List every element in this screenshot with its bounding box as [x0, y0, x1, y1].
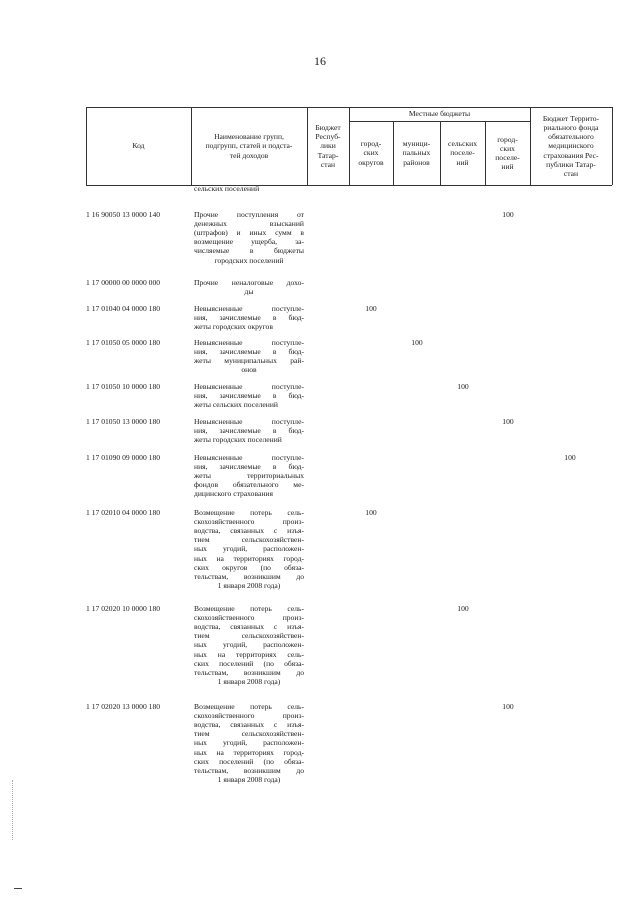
row-name-line: Невыясненные поступле-	[194, 417, 304, 426]
row-name-line: водства, связанных с изъя-	[194, 526, 304, 536]
row-name-line: тием сельскохозяйствен-	[194, 535, 304, 545]
header-urban-settlements-line: ний	[501, 162, 514, 172]
row-name-line: водства, связанных с изъя-	[194, 720, 304, 730]
row-value-urban-settlements: 100	[502, 210, 514, 219]
header-name-line: тей доходов	[229, 150, 269, 160]
header-rural-settlements-line: ний	[456, 157, 469, 167]
row-name-line: Прочие неналоговые дохо-	[194, 278, 304, 287]
row-code: 1 17 02020 10 0000 180	[86, 604, 161, 613]
row-name	[194, 417, 304, 444]
row-code: 1 17 01090 09 0000 180	[86, 453, 161, 462]
row-name-line: Невыясненные поступле-	[194, 382, 304, 391]
binding-margin-mark	[12, 780, 13, 840]
row-name-line: числяемые в бюджеты	[194, 246, 304, 256]
row-name	[194, 338, 304, 374]
row-name-line: ды	[244, 287, 254, 297]
row-value-urban-districts: 100	[365, 304, 377, 313]
header-tfoms-line: риального фонда	[543, 123, 599, 133]
continuation-line: сельских поселений	[194, 184, 260, 193]
row-name	[194, 278, 304, 296]
row-name-line: денежных взысканий	[194, 219, 304, 229]
header-urban-districts-line: ских	[363, 148, 379, 158]
row-name-line: Невыясненные поступле-	[194, 453, 304, 462]
row-name-line: тием сельскохозяйствен-	[194, 631, 304, 641]
row-name-line: тельствам, возникшим до	[194, 765, 304, 775]
row-value-municipal-districts: 100	[411, 338, 423, 347]
row-name-line: Возмещение потерь сель-	[194, 508, 304, 517]
row-name-line: ния, зачисляемые в бюд-	[194, 313, 304, 323]
header-urban-settlements-line: ских	[500, 143, 515, 153]
header-budget-rt-line: Бюджет	[315, 123, 341, 133]
row-name-line: тельствам, возникшим до	[194, 667, 304, 677]
row-name-line: ных на территориях город-	[194, 553, 304, 563]
row-name-line: ных угодий, расположен-	[194, 640, 304, 650]
row-name-line: ских поселений (по обяза-	[194, 756, 304, 766]
header-urban-districts	[349, 121, 393, 185]
row-name-line: тельствам, возникшим до	[194, 571, 304, 581]
row-name-line: городских поселений	[214, 255, 284, 265]
header-budget-rt-line: Респуб-	[315, 132, 341, 142]
header-tfoms-line: Бюджет Террито-	[542, 114, 600, 124]
row-value-urban-districts: 100	[365, 508, 377, 517]
row-value-tfoms: 100	[564, 453, 576, 462]
header-bottom-rule	[86, 185, 612, 186]
header-name-line: Наименование групп,	[214, 132, 284, 142]
row-name-line: онов	[241, 365, 257, 375]
row-name-line: ных угодий, расположен-	[194, 544, 304, 554]
row-name-line: скохозяйственного произ-	[194, 711, 304, 721]
row-name-line: скохозяйственного произ-	[194, 517, 304, 527]
header-name-line: подгрупп, статей и подста-	[205, 141, 293, 151]
row-name-line: жеты сельских поселений	[194, 400, 278, 410]
header-urban-settlements-line: поселе-	[495, 153, 520, 162]
header-budget-rt-line: лики	[320, 141, 336, 151]
header-rural-settlements-line: поселе-	[450, 148, 475, 158]
row-name-line: жеты городских округов	[194, 322, 273, 332]
header-municipal-districts-line: пальных	[402, 148, 431, 158]
row-name-line: Невыясненные поступле-	[194, 304, 304, 313]
row-code: 1 17 02010 04 0000 180	[86, 508, 161, 517]
header-code: Код	[132, 141, 145, 151]
row-name	[194, 304, 304, 331]
row-name	[194, 702, 304, 784]
header-local-budgets: Местные бюджеты	[408, 109, 471, 119]
scan-dash-mark	[14, 888, 22, 889]
row-code: 1 17 01040 04 0000 180	[86, 304, 161, 313]
row-name-line: фондов обязательного ме-	[194, 480, 304, 490]
row-name-line: ния, зачисляемые в бюд-	[194, 347, 304, 357]
row-name-line: ных на территориях сель-	[194, 649, 304, 659]
header-municipal-districts-line: муници-	[402, 139, 431, 149]
row-name-line: скохозяйственного произ-	[194, 613, 304, 623]
row-name-line: жеты территориальных	[194, 471, 304, 481]
row-name-line: ных угодий, расположен-	[194, 738, 304, 748]
row-code: 1 16 90050 13 0000 140	[86, 210, 161, 219]
row-name	[194, 604, 304, 686]
header-name	[191, 107, 307, 185]
row-name-line: жеты муниципальных рай-	[194, 356, 304, 366]
row-code: 1 17 01050 13 0000 180	[86, 417, 161, 426]
header-urban-settlements	[485, 121, 530, 185]
header-tfoms-line: медицинского	[548, 141, 594, 151]
header-tfoms-line: публики Татар-	[546, 159, 596, 169]
header-urban-districts-line: город-	[360, 139, 382, 149]
row-name-line: дицинского страхования	[194, 489, 273, 499]
header-budget-rt-line: Татар-	[317, 150, 339, 160]
header-tfoms-line: стан	[563, 168, 579, 178]
header-urban-districts-line: округов	[358, 157, 384, 167]
row-value-rural-settlements: 100	[457, 604, 469, 613]
row-name-line: ных на территориях город-	[194, 747, 304, 757]
header-tfoms	[530, 107, 612, 185]
row-name-line: 1 января 2008 года)	[217, 676, 281, 686]
page-number: 16	[314, 54, 326, 68]
row-name-line: жеты городских поселений	[194, 435, 282, 445]
header-right-border	[612, 107, 613, 185]
row-value-rural-settlements: 100	[457, 382, 469, 391]
row-name-line: 1 января 2008 года)	[217, 774, 281, 784]
continuation-text	[194, 184, 304, 193]
header-municipal-districts-line: районов	[403, 157, 430, 167]
header-tfoms-line: страхования Рес-	[543, 150, 599, 160]
header-tfoms-line: обязательного	[548, 132, 594, 142]
row-name	[194, 210, 304, 265]
header-municipal-districts	[393, 121, 440, 185]
row-code: 1 17 02020 13 0000 180	[86, 702, 161, 711]
row-name-line: тием сельскохозяйствен-	[194, 729, 304, 739]
header-urban-settlements-line: город-	[497, 134, 518, 144]
header-rural-settlements-line: сельских	[447, 139, 477, 149]
row-name	[194, 508, 304, 590]
row-name-line: водства, связанных с изъя-	[194, 622, 304, 632]
row-name-line: ских округов (по обяза-	[194, 562, 304, 572]
row-name-line: ских поселений (по обяза-	[194, 658, 304, 668]
row-value-urban-settlements: 100	[502, 417, 514, 426]
header-budget-rt-line: стан	[320, 159, 336, 169]
row-name-line: 1 января 2008 года)	[217, 580, 281, 590]
row-value-urban-settlements: 100	[502, 702, 514, 711]
row-code: 1 17 01050 05 0000 180	[86, 338, 161, 347]
row-code: 1 17 01050 10 0000 180	[86, 382, 161, 391]
row-name	[194, 453, 304, 499]
row-name-line: Возмещение потерь сель-	[194, 702, 304, 711]
header-rural-settlements	[440, 121, 485, 185]
row-code: 1 17 00000 00 0000 000	[86, 278, 161, 287]
row-name-line: ния, зачисляемые в бюд-	[194, 391, 304, 401]
row-name-line: Возмещение потерь сель-	[194, 604, 304, 613]
row-name-line: Невыясненные поступле-	[194, 338, 304, 347]
row-name-line: возмещение ущерба, за-	[194, 237, 304, 247]
row-name	[194, 382, 304, 409]
header-budget-rt	[307, 107, 349, 185]
row-name-line: Прочие поступления от	[194, 210, 304, 219]
row-name-line: (штрафов) и иных сумм в	[194, 228, 304, 238]
row-name-line: ния, зачисляемые в бюд-	[194, 462, 304, 472]
row-name-line: ния, зачисляемые в бюд-	[194, 426, 304, 436]
